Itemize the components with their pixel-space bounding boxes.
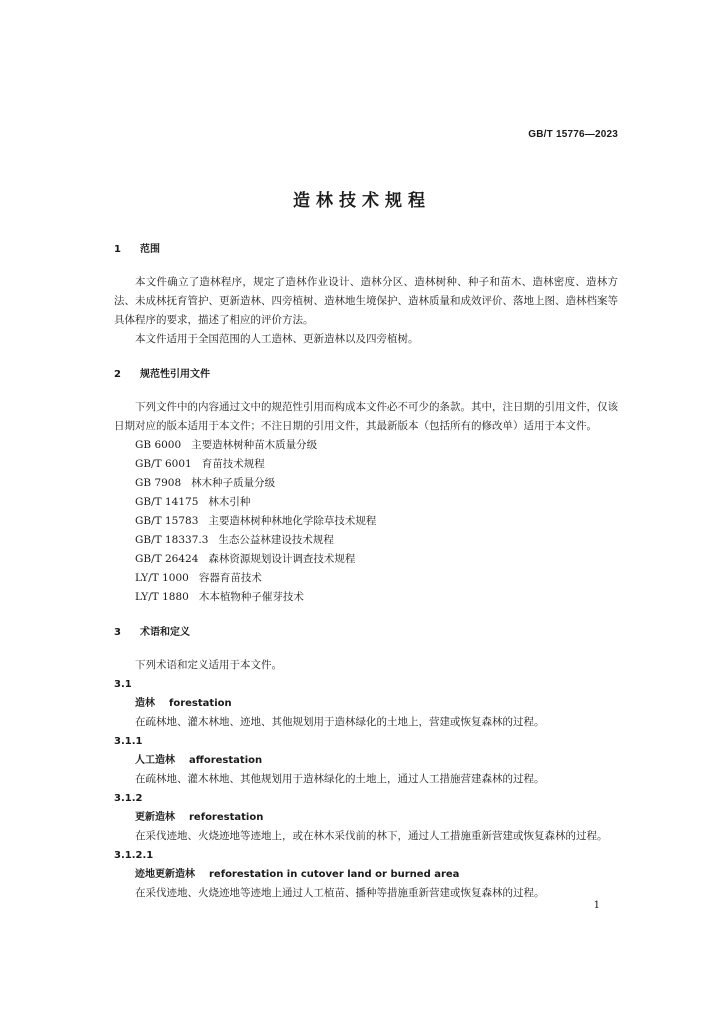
section-number: 2 — [114, 369, 121, 380]
page-number: 1 — [593, 900, 600, 911]
reference-title: 林木引种 — [208, 496, 251, 508]
term-number: 3.1.2.1 — [114, 850, 154, 861]
section-title: 范围 — [140, 244, 160, 255]
reference-code: GB 7908 — [135, 477, 182, 489]
paragraph: 本文件确立了造林程序，规定了造林作业设计、造林分区、造林树种、种子和苗木、造林密度、造林方法、未成林抚育管护、更新造林、四旁植树、造林地生境保护、造林质量和成效评价、落地上图、造林档案等具体程序的要求，描述了相应的评价方法。 — [114, 276, 618, 326]
reference-code: GB/T 15783 — [135, 515, 199, 527]
reference-item — [114, 550, 618, 569]
reference-title: 生态公益林建设技术规程 — [218, 534, 334, 546]
reference-code: LY/T 1000 — [135, 572, 189, 584]
paragraph: 本文件适用于全国范围的人工造林、更新造林以及四旁植树。 — [135, 333, 419, 345]
term-definition: 在疏林地、灌木林地、其他规划用于造林绿化的土地上，通过人工措施营建森林的过程。 — [135, 773, 545, 785]
term-en: reforestation — [189, 812, 264, 823]
reference-title: 主要造林树种林地化学除草技术规程 — [208, 515, 377, 527]
reference-code: GB/T 26424 — [135, 553, 199, 565]
section-title: 术语和定义 — [140, 627, 190, 638]
document-body — [114, 240, 618, 903]
reference-title: 容器育苗技术 — [198, 572, 262, 584]
reference-title: 森林资源规划设计调查技术规程 — [208, 553, 356, 565]
term-zh: 造林 — [135, 698, 155, 709]
term-zh: 更新造林 — [135, 812, 175, 823]
reference-item — [114, 512, 618, 531]
reference-title: 木本植物种子催芽技术 — [198, 591, 304, 603]
reference-item — [114, 436, 618, 455]
reference-title: 主要造林树种苗木质量分级 — [191, 439, 318, 451]
section-3-heading — [114, 623, 618, 642]
reference-item — [114, 588, 618, 607]
term-definition: 在采伐迹地、火烧迹地等迹地上通过人工植苗、播种等措施重新营建或恢复森林的过程。 — [135, 887, 545, 899]
section-1-heading — [114, 240, 618, 259]
term-number: 3.1.1 — [114, 736, 143, 747]
term-zh: 迹地更新造林 — [135, 869, 195, 880]
paragraph: 下列文件中的内容通过文中的规范性引用而构成本文件必不可少的条款。其中，注日期的引用文件，仅该日期对应的版本适用于本文件；不注日期的引用文件，其最新版本（包括所有的修改单）适用于本文件。 — [114, 401, 618, 432]
reference-item — [114, 569, 618, 588]
document-title: 造林技术规程 — [293, 191, 431, 211]
term-number: 3.1.2 — [114, 793, 143, 804]
reference-title: 育苗技术规程 — [201, 458, 265, 470]
term-en: forestation — [169, 698, 232, 709]
term-number: 3.1 — [114, 679, 132, 690]
reference-code: GB/T 18337.3 — [135, 534, 209, 546]
reference-item — [114, 474, 618, 493]
term-heading — [114, 694, 618, 713]
term-heading — [114, 808, 618, 827]
reference-title: 林木种子质量分级 — [191, 477, 276, 489]
term-definition: 在采伐迹地、火烧迹地等迹地上，或在林木采伐前的林下，通过人工措施重新营建或恢复森林的过程。 — [135, 830, 608, 842]
term-heading — [114, 751, 618, 770]
reference-code: LY/T 1880 — [135, 591, 189, 603]
section-number: 3 — [114, 627, 121, 638]
section-title: 规范性引用文件 — [140, 369, 210, 380]
reference-item — [114, 531, 618, 550]
term-heading — [114, 865, 618, 884]
section-number: 1 — [114, 244, 121, 255]
paragraph: 下列术语和定义适用于本文件。 — [135, 659, 282, 671]
term-en: afforestation — [189, 755, 263, 766]
reference-code: GB/T 14175 — [135, 496, 199, 508]
reference-item — [114, 455, 618, 474]
term-en: reforestation in cutover land or burned area — [209, 869, 460, 880]
reference-code: GB 6000 — [135, 439, 182, 451]
standard-code: GB/T 15776—2023 — [528, 129, 618, 140]
reference-code: GB/T 6001 — [135, 458, 192, 470]
section-2-heading — [114, 365, 618, 384]
reference-item — [114, 493, 618, 512]
term-zh: 人工造林 — [135, 755, 175, 766]
term-definition: 在疏林地、灌木林地、迹地、其他规划用于造林绿化的土地上，营建或恢复森林的过程。 — [135, 716, 545, 728]
